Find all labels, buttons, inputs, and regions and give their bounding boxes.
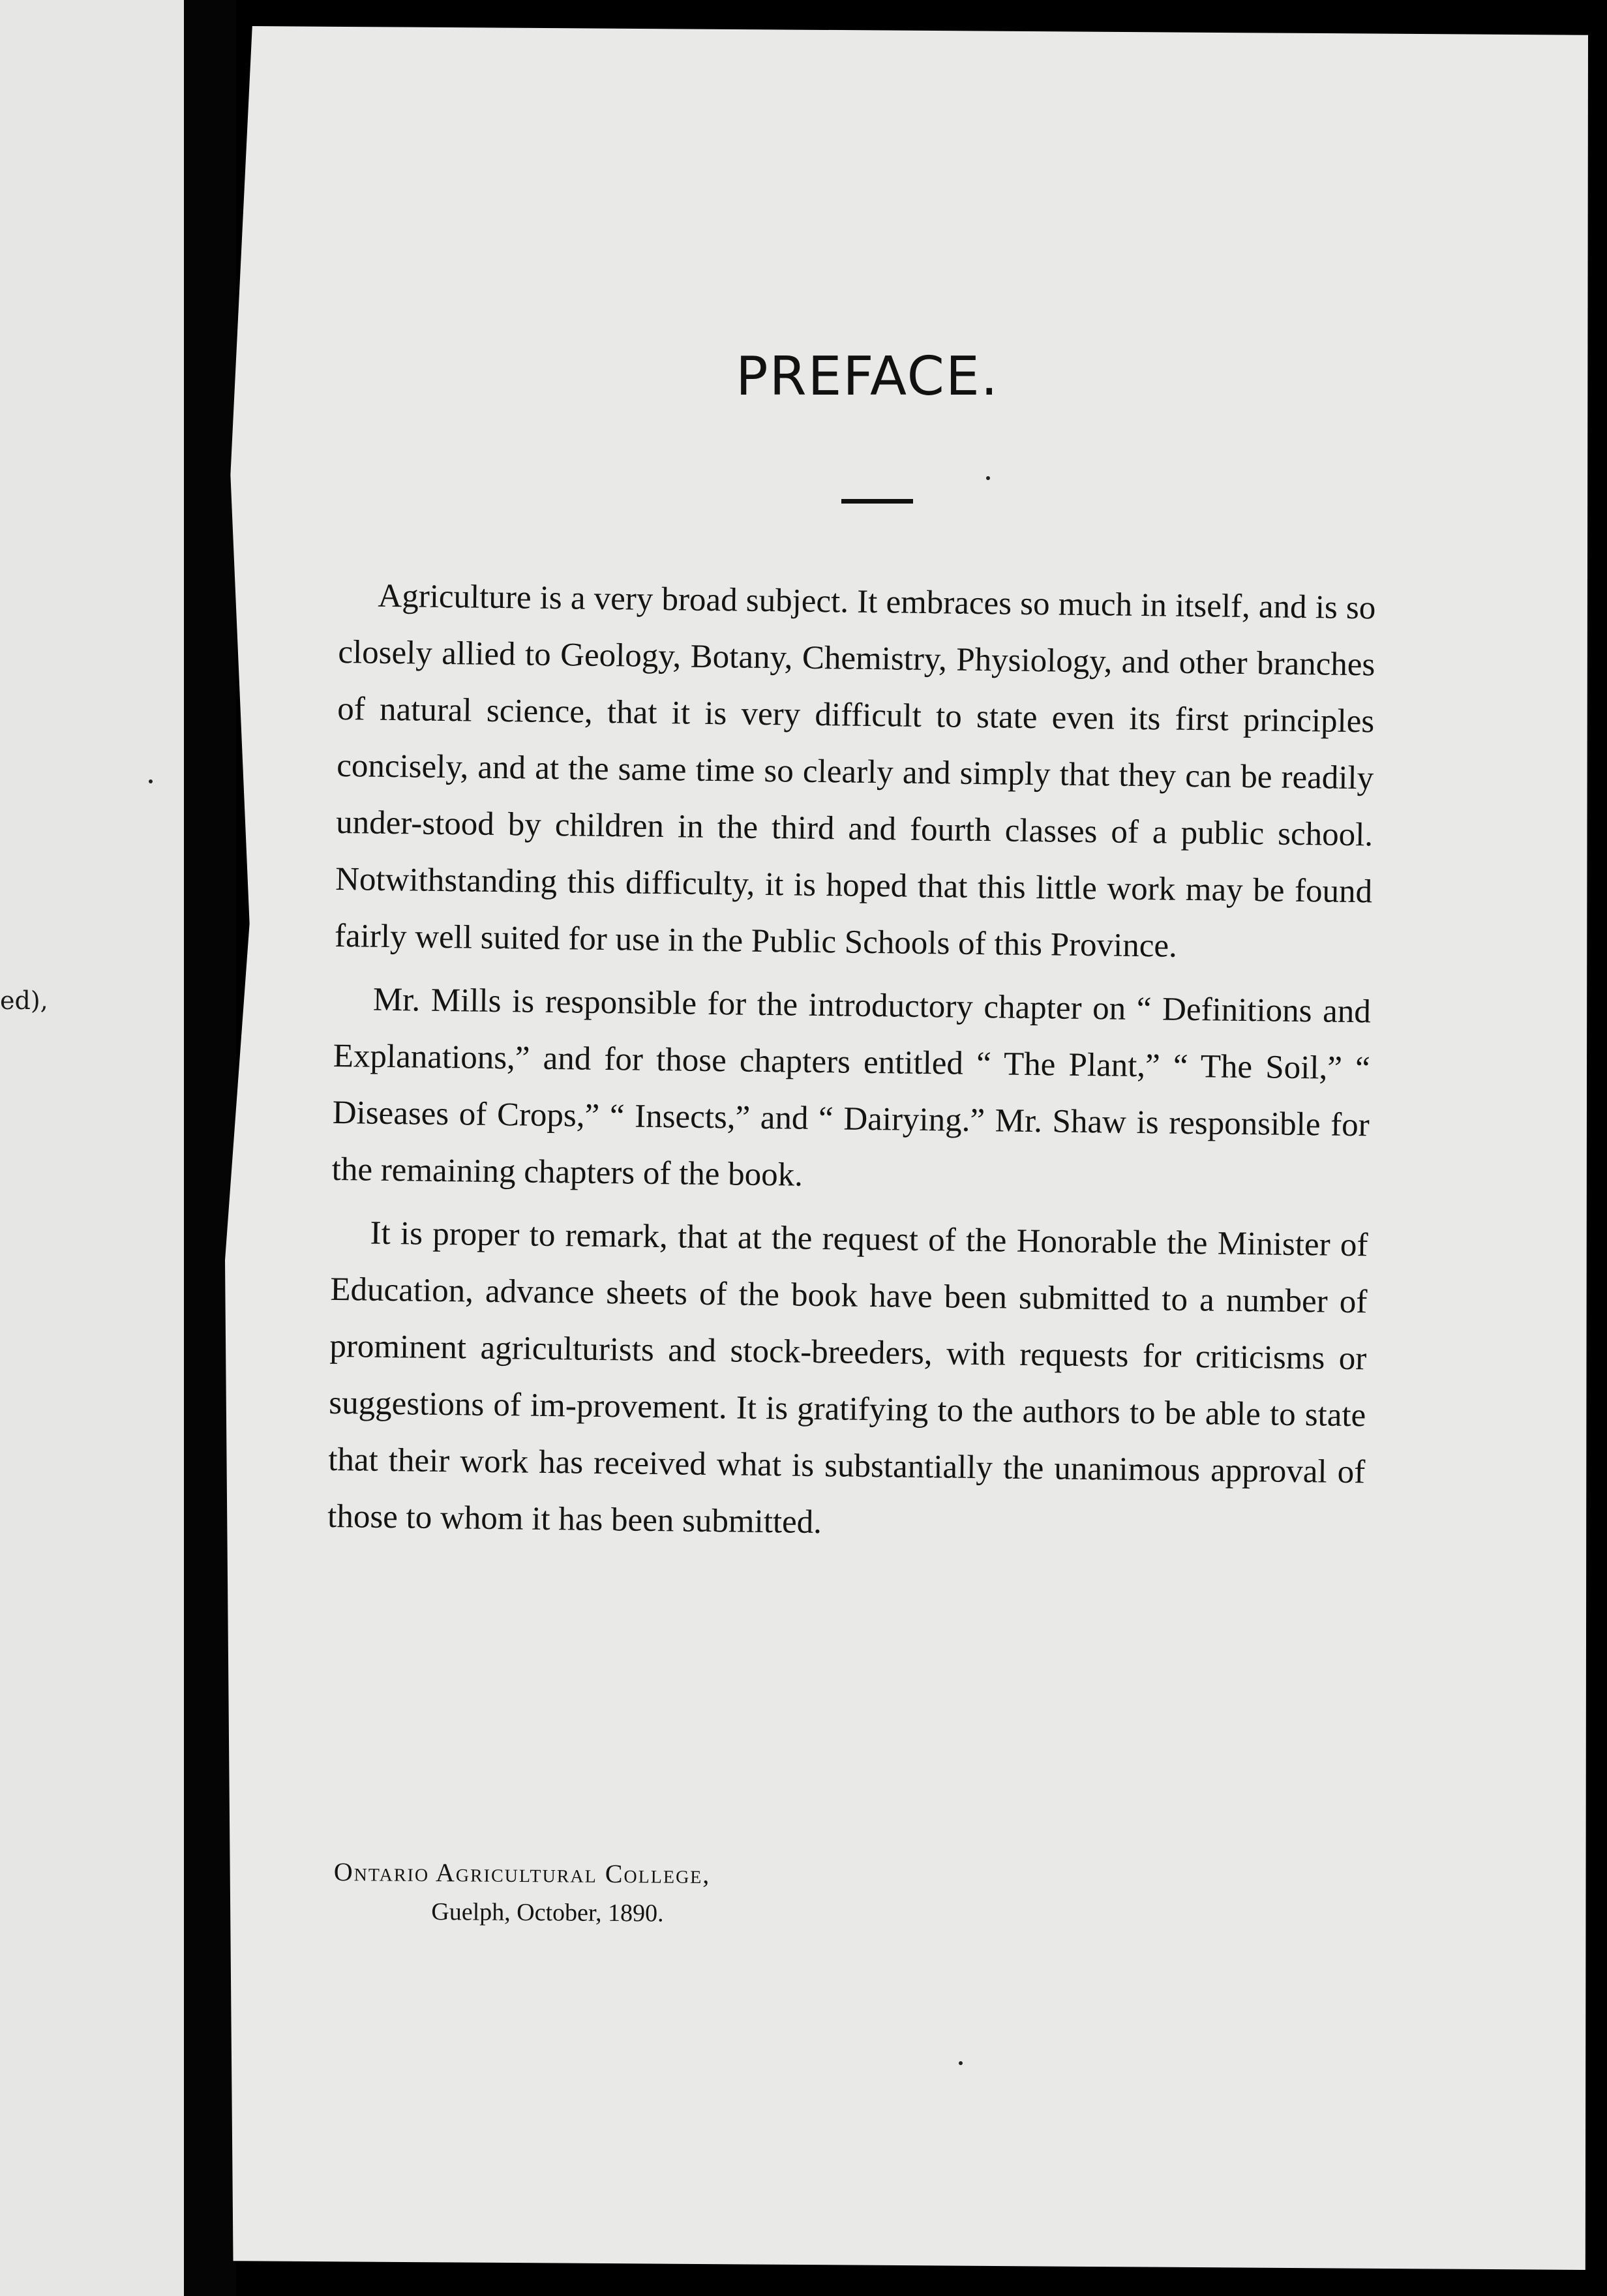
left-page-text-fragment: ed),: [0, 986, 48, 1015]
paragraph-3: It is proper to remark, that at the request of the Honorable the Minister of Education, advance sheets of the book have been submitted to a number of prominent agriculturists and stock-breeders, with requests for criticisms or suggestions of im-provement. It is gratifying to the authors to be able to state that their work has received what is substantially the unanimous approval of those to whom it has been submitted.: [327, 1215, 1368, 1541]
title-rule: [841, 499, 913, 504]
scan-speck: [959, 2061, 963, 2065]
page-title: PREFACE.: [736, 346, 999, 408]
left-page-edge: [0, 0, 184, 2296]
paragraph-2: Mr. Mills is responsible for the introductory chapter on “ Definitions and Explanations,” and for those chapters entitled “ The Plant,” “ The Soil,” “ Diseases of Crops,” “ Insects,” and “ Dairying.” Mr. Shaw is responsible for the remaining chapters of the book.: [331, 981, 1372, 1194]
signature-institution: Ontario Agricultural College,: [333, 1856, 711, 1890]
paragraph-1: Agriculture is a very broad subject. It embraces so much in itself, and is so closely allied to Geology, Botany, Chemistry, Physiology, and other branches of natural science, that it is very difficult to state even its first principles concisely, and at the same time so clearly and simply that they can be readily under-stood by children in the third and fourth classes of a public school. Notwithstanding this difficulty, it is hoped that this little work may be found fairly well suited for use in the Public Schools of this Province.: [334, 577, 1376, 965]
scan-speck: [149, 779, 153, 783]
signature-place-date: Guelph, October, 1890.: [431, 1898, 664, 1927]
signature-block: [333, 1852, 710, 1933]
book-gutter: [184, 0, 236, 2296]
preface-body: [327, 567, 1376, 1564]
scan-speck: [986, 476, 990, 480]
